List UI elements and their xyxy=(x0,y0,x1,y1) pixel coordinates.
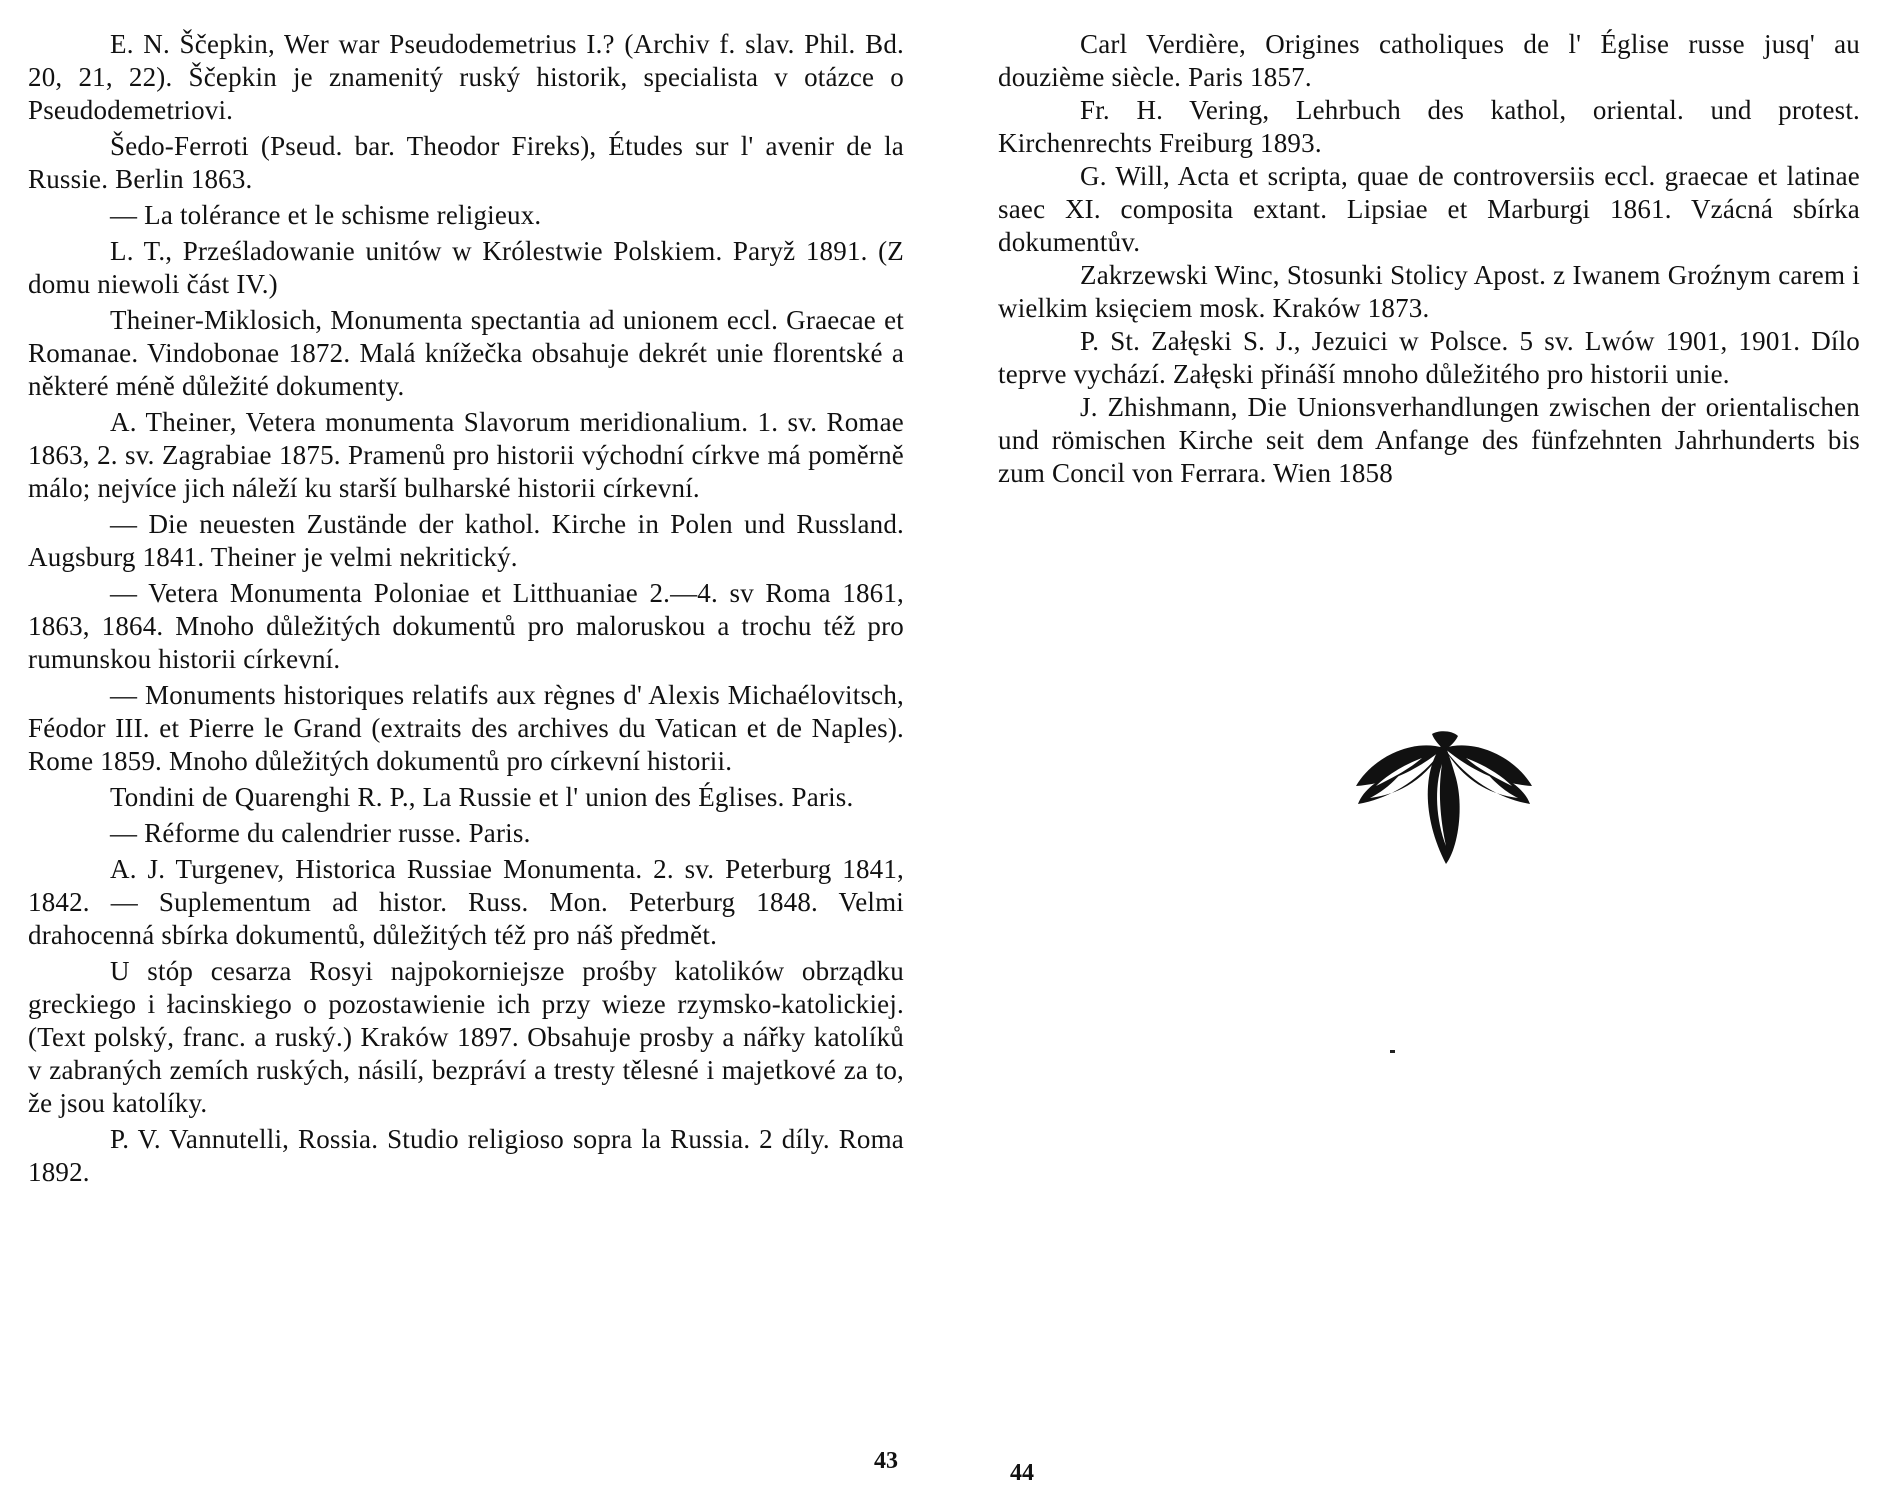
leaf-fleuron-icon xyxy=(1352,728,1536,868)
bibliography-entry: — Réforme du calendrier russe. Paris. xyxy=(110,818,531,848)
bibliography-entry: Theiner-Miklosich, Monumenta spectantia ad unionem eccl. Graecae et Romanae. Vindobonae 1872. Malá knížečka obsahuje dekrét unie florentské a některé méně důležité dokumenty. xyxy=(28,305,904,401)
bibliography-entry: U stóp cesarza Rosyi najpokorniejsze prośby katolików obrządku greckiego i łacinskiego o pozostawienie ich przy wieze rzymsko-katolickiej. (Text polský, franc. a ruský.) Kraków 1897. Obsahuje prosby a nářky katolíků v zabraných zemích ruských, násilí, bezpráví a tresty tělesné i majetkové za to, že jsou katolíky. xyxy=(28,956,904,1118)
bibliography-entry: — Vetera Monumenta Poloniae et Litthuaniae 2.—4. sv Roma 1861, 1863, 1864. Mnoho důležitých dokumentů pro maloruskou a trochu též pro rumunskou historii církevní. xyxy=(28,578,904,674)
stray-mark xyxy=(1390,1050,1395,1053)
bibliography-entry: Fr. H. Vering, Lehrbuch des kathol, oriental. und protest. Kirchenrechts Freiburg 1893. xyxy=(998,95,1860,158)
bibliography-entry: E. N. Ščepkin, Wer war Pseudodemetrius I.? (Archiv f. slav. Phil. Bd. 20, 21, 22). Ščepkin je znamenitý ruský historik, specialista v otázce o Pseudodemetriovi. xyxy=(28,29,904,125)
bibliography-entry: L. T., Prześladowanie unitów w Królestwie Polskiem. Paryž 1891. (Z domu niewoli část IV.) xyxy=(28,236,904,299)
bibliography-entry: A. Theiner, Vetera monumenta Slavorum meridionalium. 1. sv. Romae 1863, 2. sv. Zagrabiae 1875. Pramenů pro historii východní církve má poměrně málo; nejvíce jich náleží ku starší bulharské historii církevní. xyxy=(28,407,904,503)
bibliography-entry: — Monuments historiques relatifs aux règnes d' Alexis Michaélovitsch, Féodor III. et Pierre le Grand (extraits des archives du Vatican et de Naples). Rome 1859. Mnoho důležitých dokumentů pro církevní historii. xyxy=(28,680,904,776)
bibliography-entry: Tondini de Quarenghi R. P., La Russie et l' union des Églises. Paris. xyxy=(110,782,854,812)
page-number-left: 43 xyxy=(874,1448,898,1474)
bibliography-entry: Carl Verdière, Origines catholiques de l' Église russe jusq' au douzième siècle. Paris 1857. xyxy=(998,29,1860,92)
bibliography-entry: Zakrzewski Winc, Stosunki Stolicy Apost. z Iwanem Groźnym carem i wielkim księciem mosk. Kraków 1873. xyxy=(998,260,1860,323)
bibliography-entry: G. Will, Acta et scripta, quae de controversiis eccl. graecae et latinae saec XI. composita extant. Lipsiae et Marburgi 1861. Vzácná sbírka dokumentův. xyxy=(998,161,1860,257)
bibliography-entry: P. St. Załęski S. J., Jezuici w Polsce. 5 sv. Lwów 1901, 1901. Dílo teprve vychází. Załęski přináší mnoho důležitého pro historii unie. xyxy=(998,326,1860,389)
bibliography-column-right xyxy=(998,28,1860,490)
bibliography-entry: — Die neuesten Zustände der kathol. Kirche in Polen und Russland. Augsburg 1841. Theiner je velmi nekritický. xyxy=(28,509,904,572)
bibliography-entry: Šedo-Ferroti (Pseud. bar. Theodor Fireks), Études sur l' avenir de la Russie. Berlin 1863. xyxy=(28,131,904,194)
bibliography-column-left xyxy=(28,28,904,1192)
bibliography-entry: A. J. Turgenev, Historica Russiae Monumenta. 2. sv. Peterburg 1841, 1842. — Suplementum ad histor. Russ. Mon. Peterburg 1848. Velmi drahocenná sbírka dokumentů, důležitých též pro náš předmět. xyxy=(28,854,904,950)
bibliography-entry: — La tolérance et le schisme religieux. xyxy=(110,200,542,230)
page-number-right: 44 xyxy=(1010,1460,1034,1486)
bibliography-entry: P. V. Vannutelli, Rossia. Studio religioso sopra la Russia. 2 díly. Roma 1892. xyxy=(28,1124,904,1187)
bibliography-entry: J. Zhishmann, Die Unionsverhandlungen zwischen der orientalischen und römischen Kirche seit dem Anfange des fünfzehnten Jahrhunderts bis zum Concil von Ferrara. Wien 1858 xyxy=(998,392,1860,488)
